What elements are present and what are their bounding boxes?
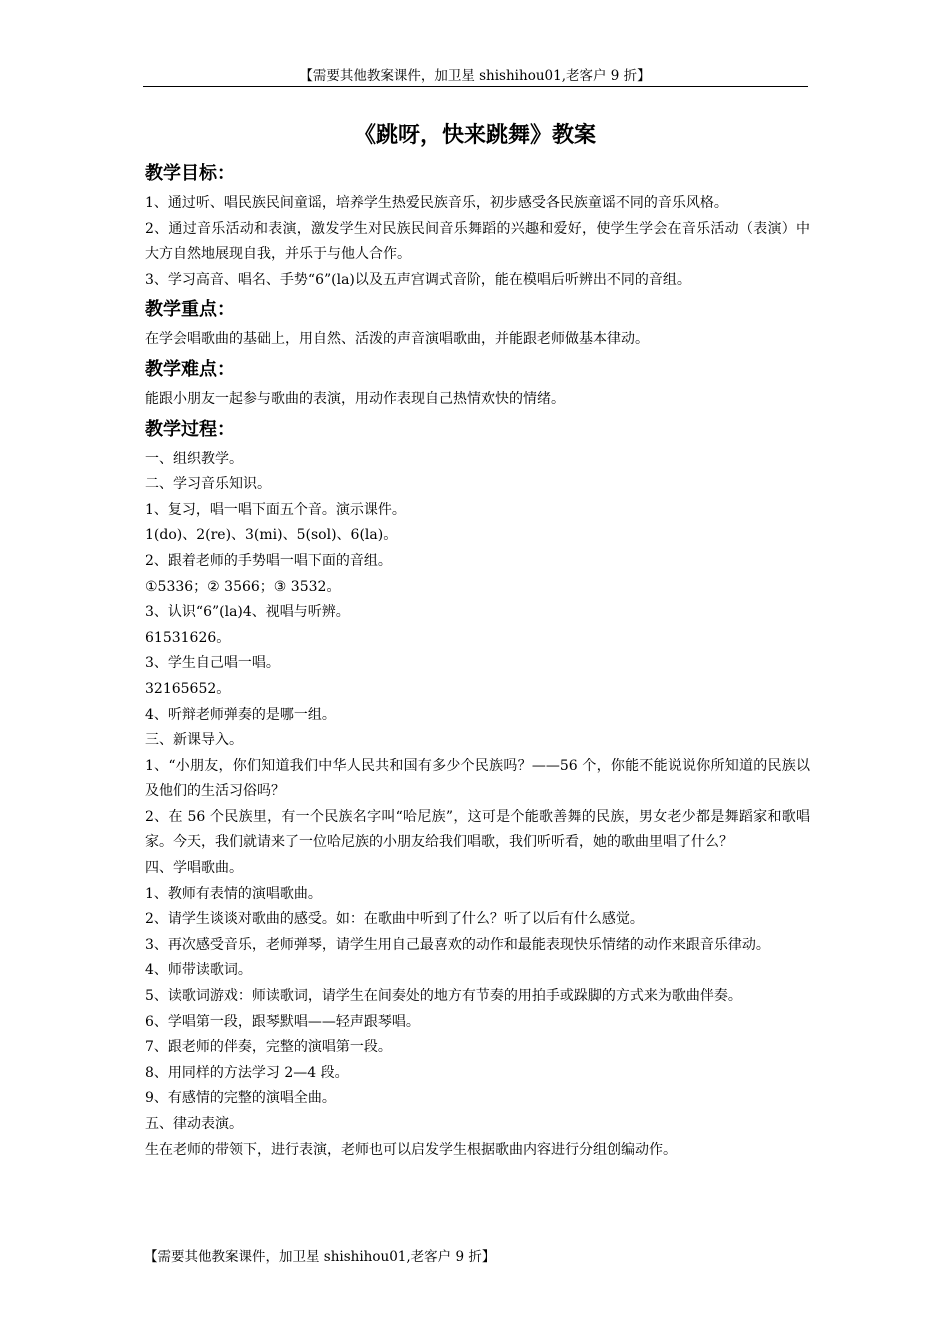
objective-2: 2、通过音乐活动和表演，激发学生对民族民间音乐舞蹈的兴趣和爱好，使学生学会在音乐活动（表演）中大方自然地展现自我，并乐于与他人合作。 (145, 220, 810, 263)
process-line: 1、教师有表情的演唱歌曲。 (145, 885, 322, 902)
process-line: 6、学唱第一段，跟琴默唱——轻声跟琴唱。 (145, 1013, 420, 1030)
process-line: 61531626。 (145, 629, 231, 646)
process-line: 二、学习音乐知识。 (145, 476, 271, 493)
process-line: 9、有感情的完整的演唱全曲。 (145, 1090, 336, 1107)
document-title: 《跳呀，快来跳舞》教案 (353, 123, 596, 148)
process-line: 三、新课导入。 (145, 732, 243, 749)
section-heading-difficulties: 教学难点： (145, 358, 235, 380)
objective-1: 1、通过听、唱民族民间童谣，培养学生热爱民族音乐，初步感受各民族童谣不同的音乐风格。 (145, 195, 728, 211)
difficulty-text: 能跟小朋友一起参与歌曲的表演，用动作表现自己热情欢快的情绪。 (145, 390, 565, 407)
key-point-text: 在学会唱歌曲的基础上，用自然、活泼的声音演唱歌曲，并能跟老师做基本律动。 (145, 331, 649, 348)
process-line: 4、听辩老师弹奏的是哪一组。 (145, 706, 336, 723)
process-line: 3、再次感受音乐，老师弹琴，请学生用自己最喜欢的动作和最能表现快乐情绪的动作来跟音乐律动。 (145, 936, 770, 953)
page-header: 【需要其他教案课件，加卫星 shishihou01,老客户 9 折】 (299, 68, 651, 84)
process-line: 1、复习，唱一唱下面五个音。演示课件。 (145, 501, 406, 518)
process-line: 一、组织教学。 (145, 450, 243, 467)
section-heading-process: 教学过程： (145, 418, 235, 440)
section-heading-objectives: 教学目标： (145, 163, 235, 184)
page-footer: 【需要其他教案课件，加卫星 shishihou01,老客户 9 折】 (144, 1249, 496, 1265)
process-line: 4、师带读歌词。 (145, 962, 252, 979)
process-line: ①5336；② 3566；③ 3532。 (145, 578, 341, 595)
process-line: 1、“小朋友，你们知道我们中华人民共和国有多少个民族吗？——56 个，你能不能说说你所知道的民族以及他们的生活习俗吗？ (145, 757, 810, 800)
process-line: 5、读歌词游戏：师读歌词，请学生在间奏处的地方有节奏的用拍手或跺脚的方式来为歌曲伴奏。 (145, 988, 742, 1005)
process-line: 8、用同样的方法学习 2—4 段。 (145, 1064, 349, 1081)
document-body (145, 157, 810, 1163)
process-line: 3、学生自己唱一唱。 (145, 655, 280, 672)
objective-3: 3、学习高音、唱名、手势“6”(la)以及五声宫调式音阶，能在模唱后听辨出不同的音组。 (145, 271, 691, 288)
process-line: 2、在 56 个民族里，有一个民族名字叫“哈尼族”，这可是个能歌善舞的民族，男女老少都是舞蹈家和歌唱家。今天，我们就请来了一位哈尼族的小朋友给我们唱歌，我们听听看，她的歌曲里唱了什么？ (145, 808, 810, 851)
header-divider (143, 86, 808, 87)
process-line: 四、学唱歌曲。 (145, 860, 243, 877)
process-line: 生在老师的带领下，进行表演，老师也可以启发学生根据歌曲内容进行分组创编动作。 (145, 1141, 677, 1158)
process-line: 五、律动表演。 (145, 1116, 243, 1132)
process-line: 7、跟老师的伴奏，完整的演唱第一段。 (145, 1039, 392, 1056)
process-line: 1(do)、2(re)、3(mi)、5(sol)、6(la)。 (145, 527, 398, 544)
process-line: 2、跟着老师的手势唱一唱下面的音组。 (145, 552, 392, 569)
process-line: 2、请学生谈谈对歌曲的感受。如：在歌曲中听到了什么？听了以后有什么感觉。 (145, 911, 644, 928)
process-line: 32165652。 (145, 680, 231, 697)
process-line: 3、认识“6”(la)4、视唱与听辨。 (145, 604, 350, 621)
section-heading-key-points: 教学重点： (145, 299, 235, 321)
